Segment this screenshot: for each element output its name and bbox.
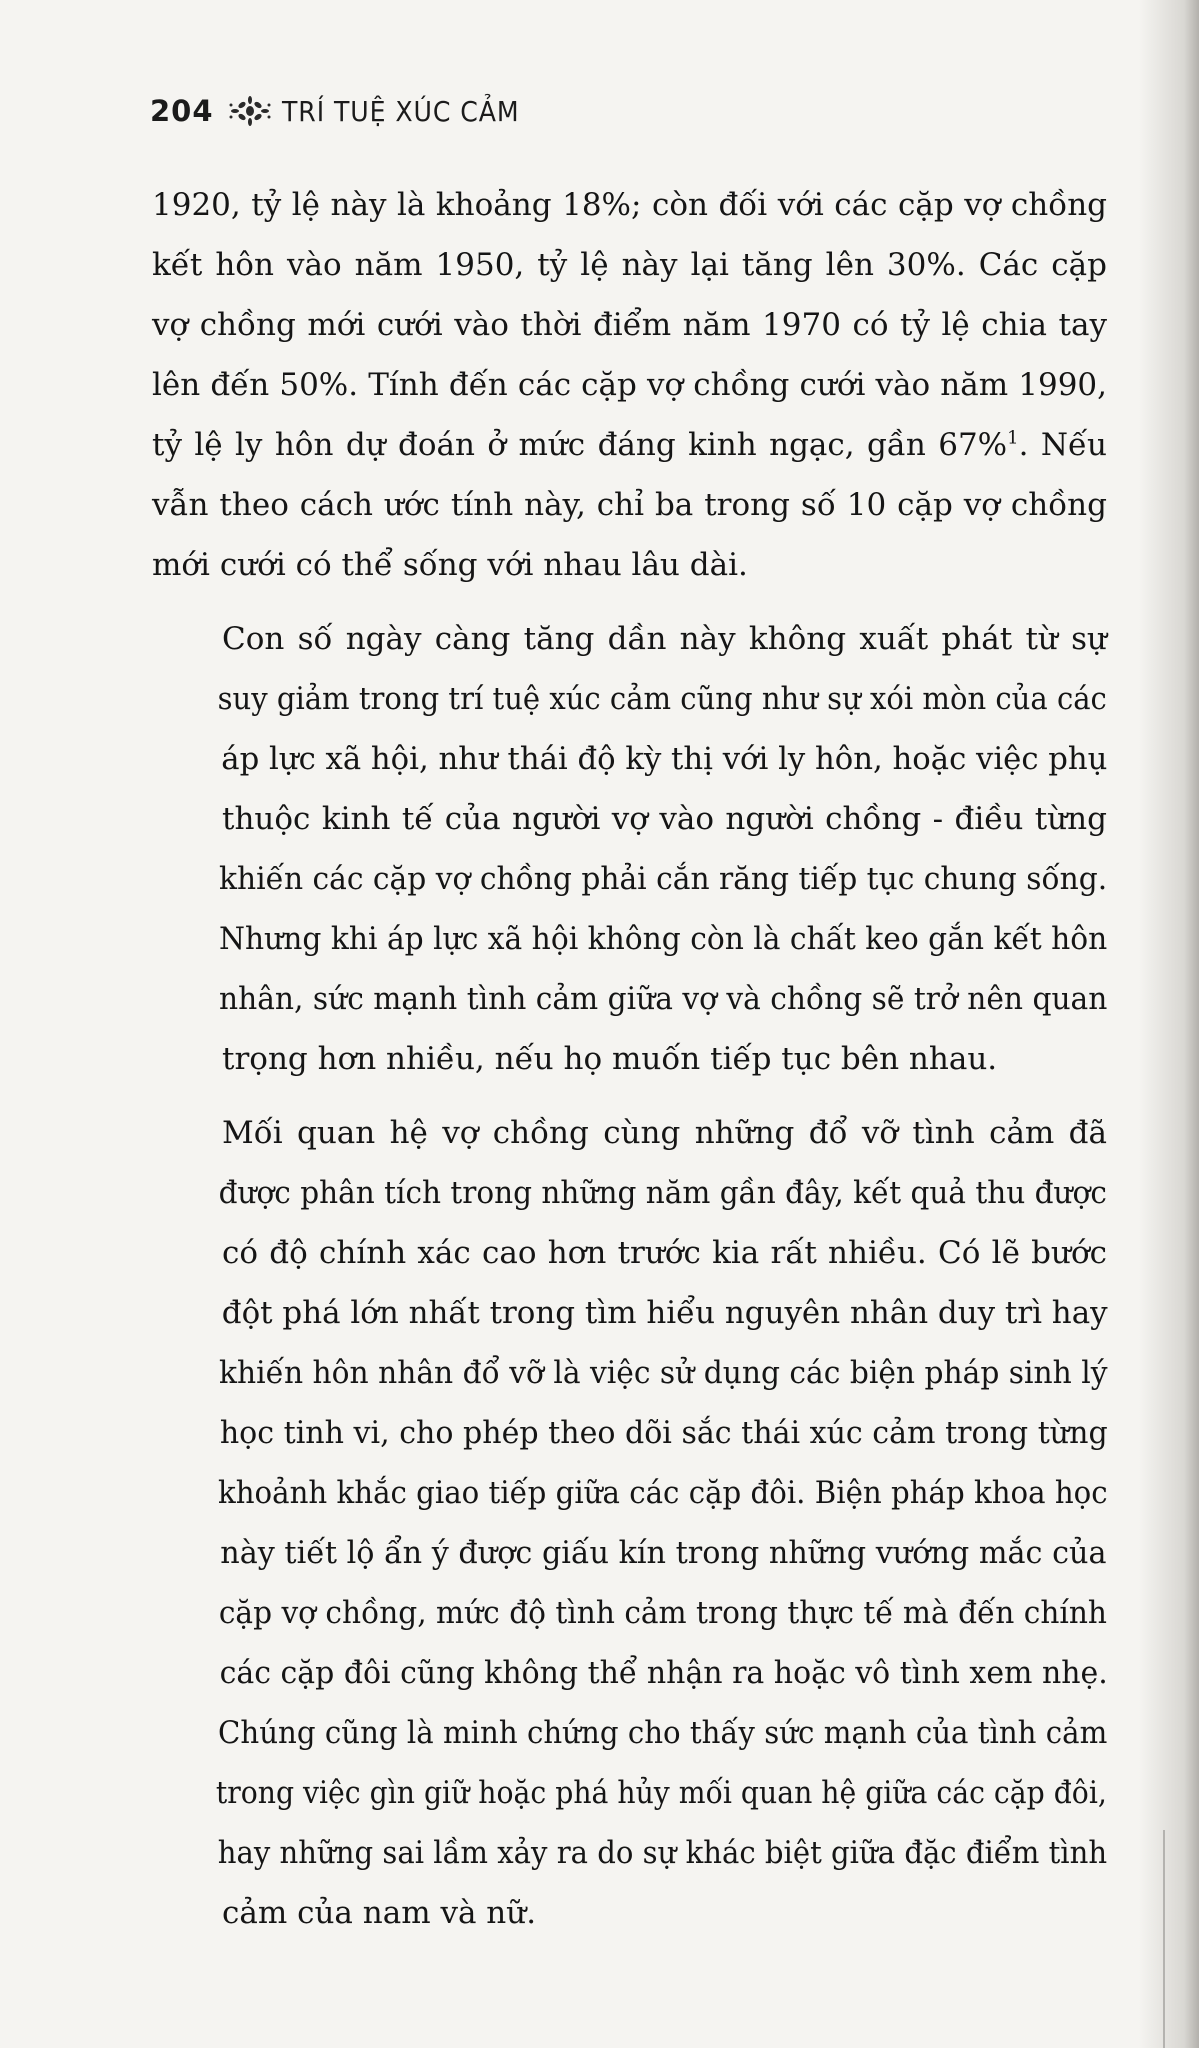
text-line: đột phá lớn nhất trong tìm hiểu nguyên nhân duy trì hay <box>221 1295 1108 1331</box>
text-line: kết hôn vào năm 1950, tỷ lệ này lại tăng lên 30%. Các cặp <box>152 247 1107 283</box>
text-line: suy giảm trong trí tuệ xúc cảm cũng như sự xói mòn của các <box>217 681 1107 717</box>
text-line: học tinh vi, cho phép theo dõi sắc thái xúc cảm trong từng <box>219 1415 1108 1451</box>
text-line: lên đến 50%. Tính đến các cặp vợ chồng cưới vào năm 1990, <box>152 367 1107 403</box>
page-number: 204 <box>150 94 214 128</box>
text-line: các cặp đôi cũng không thể nhận ra hoặc vô tình xem nhẹ. <box>219 1655 1108 1691</box>
running-header <box>150 88 545 134</box>
text-line: Chúng cũng là minh chứng cho thấy sức mạnh của tình cảm <box>218 1715 1108 1751</box>
paragraph-3 <box>152 1103 1107 1943</box>
text-line: áp lực xã hội, như thái độ kỳ thị với ly hôn, hoặc việc phụ <box>221 741 1108 777</box>
page-edge-line <box>1163 1830 1165 2048</box>
text-line: cảm của nam và nữ. <box>222 1895 537 1931</box>
text-line: mới cưới có thể sống với nhau lâu dài. <box>152 547 748 583</box>
text-line: thuộc kinh tế của người vợ vào người chồng - điều từng <box>222 801 1107 837</box>
text-line: Mối quan hệ vợ chồng cùng những đổ vỡ tình cảm đã <box>222 1115 1107 1151</box>
text-line: cặp vợ chồng, mức độ tình cảm trong thực tế mà đến chính <box>218 1595 1108 1631</box>
text-segment: tỷ lệ ly hôn dự đoán ở mức đáng kinh ngạc, gần 67% <box>152 427 1008 463</box>
book-title: TRÍ TUỆ XÚC CẢM <box>281 94 520 128</box>
text-line: khiến các cặp vợ chồng phải cắn răng tiếp tục chung sống. <box>219 861 1108 897</box>
text-line: hay những sai lầm xảy ra do sự khác biệt giữa đặc điểm tình <box>217 1835 1108 1871</box>
text-line: trong việc gìn giữ hoặc phá hủy mối quan hệ giữa các cặp đôi, <box>215 1775 1107 1811</box>
text-line: Nhưng khi áp lực xã hội không còn là chất keo gắn kết hôn <box>219 921 1108 957</box>
text-line: khiến hôn nhân đổ vỡ là việc sử dụng các biện pháp sinh lý <box>219 1355 1108 1391</box>
paragraph-2 <box>152 609 1107 1089</box>
text-line: trọng hơn nhiều, nếu họ muốn tiếp tục bên nhau. <box>222 1041 998 1077</box>
page-edge-shadow <box>1139 0 1199 2048</box>
text-line: vẫn theo cách ước tính này, chỉ ba trong số 10 cặp vợ chồng <box>152 487 1107 523</box>
text-line: Con số ngày càng tăng dần này không xuất phát từ sự <box>222 621 1107 657</box>
text-line: khoảnh khắc giao tiếp giữa các cặp đôi. Biện pháp khoa học <box>218 1475 1108 1511</box>
text-line: vợ chồng mới cưới vào thời điểm năm 1970 có tỷ lệ chia tay <box>152 307 1107 343</box>
text-line: 1920, tỷ lệ này là khoảng 18%; còn đối với các cặp vợ chồng <box>152 187 1107 223</box>
text-line: này tiết lộ ẩn ý được giấu kín trong những vướng mắc của <box>220 1535 1107 1571</box>
text-line: nhân, sức mạnh tình cảm giữa vợ và chồng sẽ trở nên quan <box>218 981 1108 1017</box>
body-text <box>152 175 1107 1943</box>
text-segment: . Nếu <box>1018 427 1107 463</box>
text-line: được phân tích trong những năm gần đây, kết quả thu được <box>218 1175 1107 1211</box>
text-line: có độ chính xác cao hơn trước kia rất nhiều. Có lẽ bước <box>222 1235 1107 1271</box>
footnote-marker[interactable]: 1 <box>1007 427 1019 449</box>
text-line-with-footnote <box>152 415 1107 475</box>
floral-ornament-icon <box>228 95 272 127</box>
paragraph-1 <box>152 175 1107 595</box>
